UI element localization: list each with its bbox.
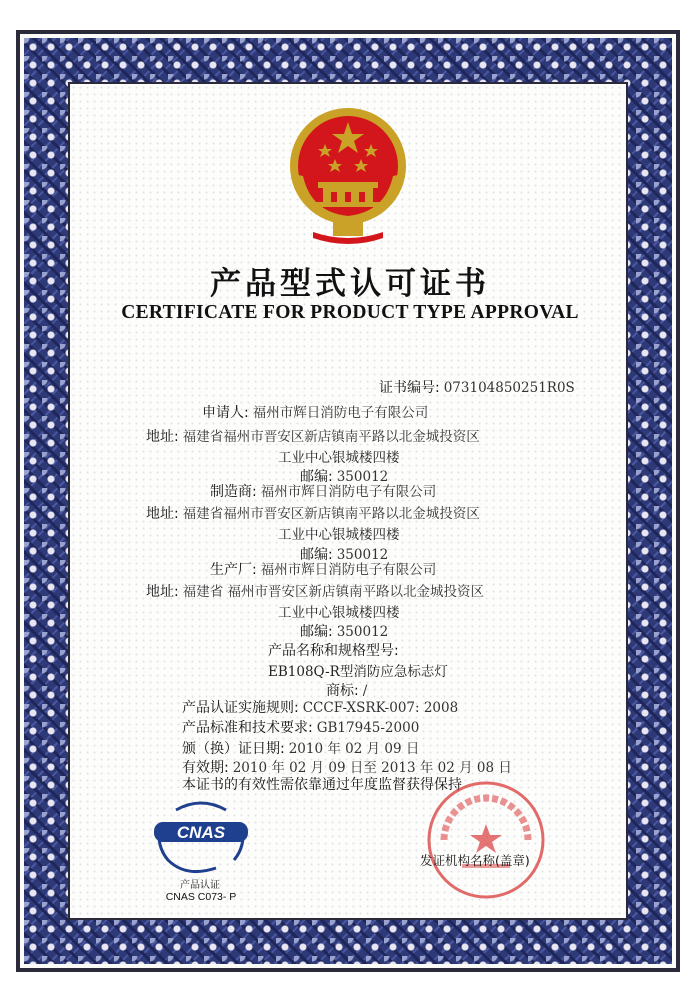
applicant-address-line1: 福建省福州市晋安区新店镇南平路以北金城投资区 xyxy=(182,429,480,445)
implementation-rules-value: CCCF-XSRK-007: 2008 xyxy=(302,700,459,716)
manufacturer-row xyxy=(210,480,436,501)
issue-date-label: 颁（换）证日期: xyxy=(182,741,285,757)
applicant-address-row xyxy=(146,425,480,446)
validity-label: 有效期: xyxy=(182,760,229,776)
manufacturer-address-line2: 工业中心银城楼四楼 xyxy=(278,527,400,543)
manufacturer-postcode-label: 邮编: xyxy=(300,547,333,563)
cnas-logo-text: CNAS xyxy=(176,823,226,842)
implementation-rules-label: 产品认证实施规则: xyxy=(182,700,299,716)
factory-postcode: 350012 xyxy=(336,624,389,640)
certificate-number: 07310485025​1R0S xyxy=(443,380,575,396)
factory-label: 生产厂: xyxy=(210,562,257,578)
applicant-postcode-label: 邮编: xyxy=(300,469,333,485)
manufacturer-address-line1: 福建省福州市晋安区新店镇南平路以北金城投资区 xyxy=(182,506,480,522)
manufacturer-address-row xyxy=(146,502,480,523)
trademark-label: 商标: xyxy=(326,683,359,699)
certificate-number-label: 证书编号: xyxy=(379,380,440,396)
manufacturer-label: 制造商: xyxy=(210,484,257,500)
applicant-address-label: 地址: xyxy=(146,429,179,445)
factory-address-line2: 工业中心银城楼四楼 xyxy=(278,605,400,621)
cnas-caption-cn: 产品认证 xyxy=(180,880,220,891)
title-chinese: 产品型式认可证书 xyxy=(210,266,490,302)
applicant-name: 福州市辉日消防电子有限公司 xyxy=(252,405,429,421)
cnas-caption-code: CNAS C073- P xyxy=(165,891,237,903)
factory-address-row xyxy=(146,580,484,601)
certificate-number-row xyxy=(379,377,575,397)
factory-name: 福州市辉日消防电子有限公司 xyxy=(260,562,437,578)
validity-value: 2010 年 02 月 09 日至 2013 年 02 月 08 日 xyxy=(232,760,512,776)
national-emblem-icon xyxy=(283,104,413,244)
product-name-label xyxy=(268,640,399,660)
applicant-address-line2: 工业中心银城楼四楼 xyxy=(278,450,400,466)
product-standard-label: 产品标准和技术要求: xyxy=(182,720,313,736)
factory-address-label: 地址: xyxy=(146,584,179,600)
factory-postcode-label: 邮编: xyxy=(300,624,333,640)
title-english: CERTIFICATE FOR PRODUCT TYPE APPROVAL xyxy=(121,302,579,323)
manufacturer-name: 福州市辉日消防电子有限公司 xyxy=(260,484,437,500)
product-standard-row xyxy=(182,717,419,737)
product-name: EB108Q-R型消防应急标志灯 xyxy=(268,664,448,680)
factory-address-line1: 福建省 福州市晋安区新店镇南平路以北金城投资区 xyxy=(182,584,485,600)
issue-date-value: 2010 年 02 月 09 日 xyxy=(288,741,420,757)
issue-date-row xyxy=(182,737,419,758)
validity-note xyxy=(182,774,462,794)
applicant-postcode: 350012 xyxy=(336,469,389,485)
validity-note-text: 本证书的有效性需依靠通过年度监督获得保持 xyxy=(182,777,462,793)
trademark-value: / xyxy=(362,683,368,699)
applicant-row xyxy=(202,401,428,422)
factory-row xyxy=(210,558,436,579)
manufacturer-postcode: 350012 xyxy=(336,547,389,563)
product-name-label-text: 产品名称和规格型号: xyxy=(268,643,399,659)
factory-postcode-row xyxy=(300,621,388,641)
official-seal-icon xyxy=(424,778,548,902)
issuer-label: 发证机构名称(盖章) xyxy=(420,853,530,868)
applicant-label: 申请人: xyxy=(202,405,249,421)
implementation-rules-row xyxy=(182,697,458,717)
manufacturer-address-label: 地址: xyxy=(146,506,179,522)
product-standard-value: GB17945-2000 xyxy=(316,720,420,736)
